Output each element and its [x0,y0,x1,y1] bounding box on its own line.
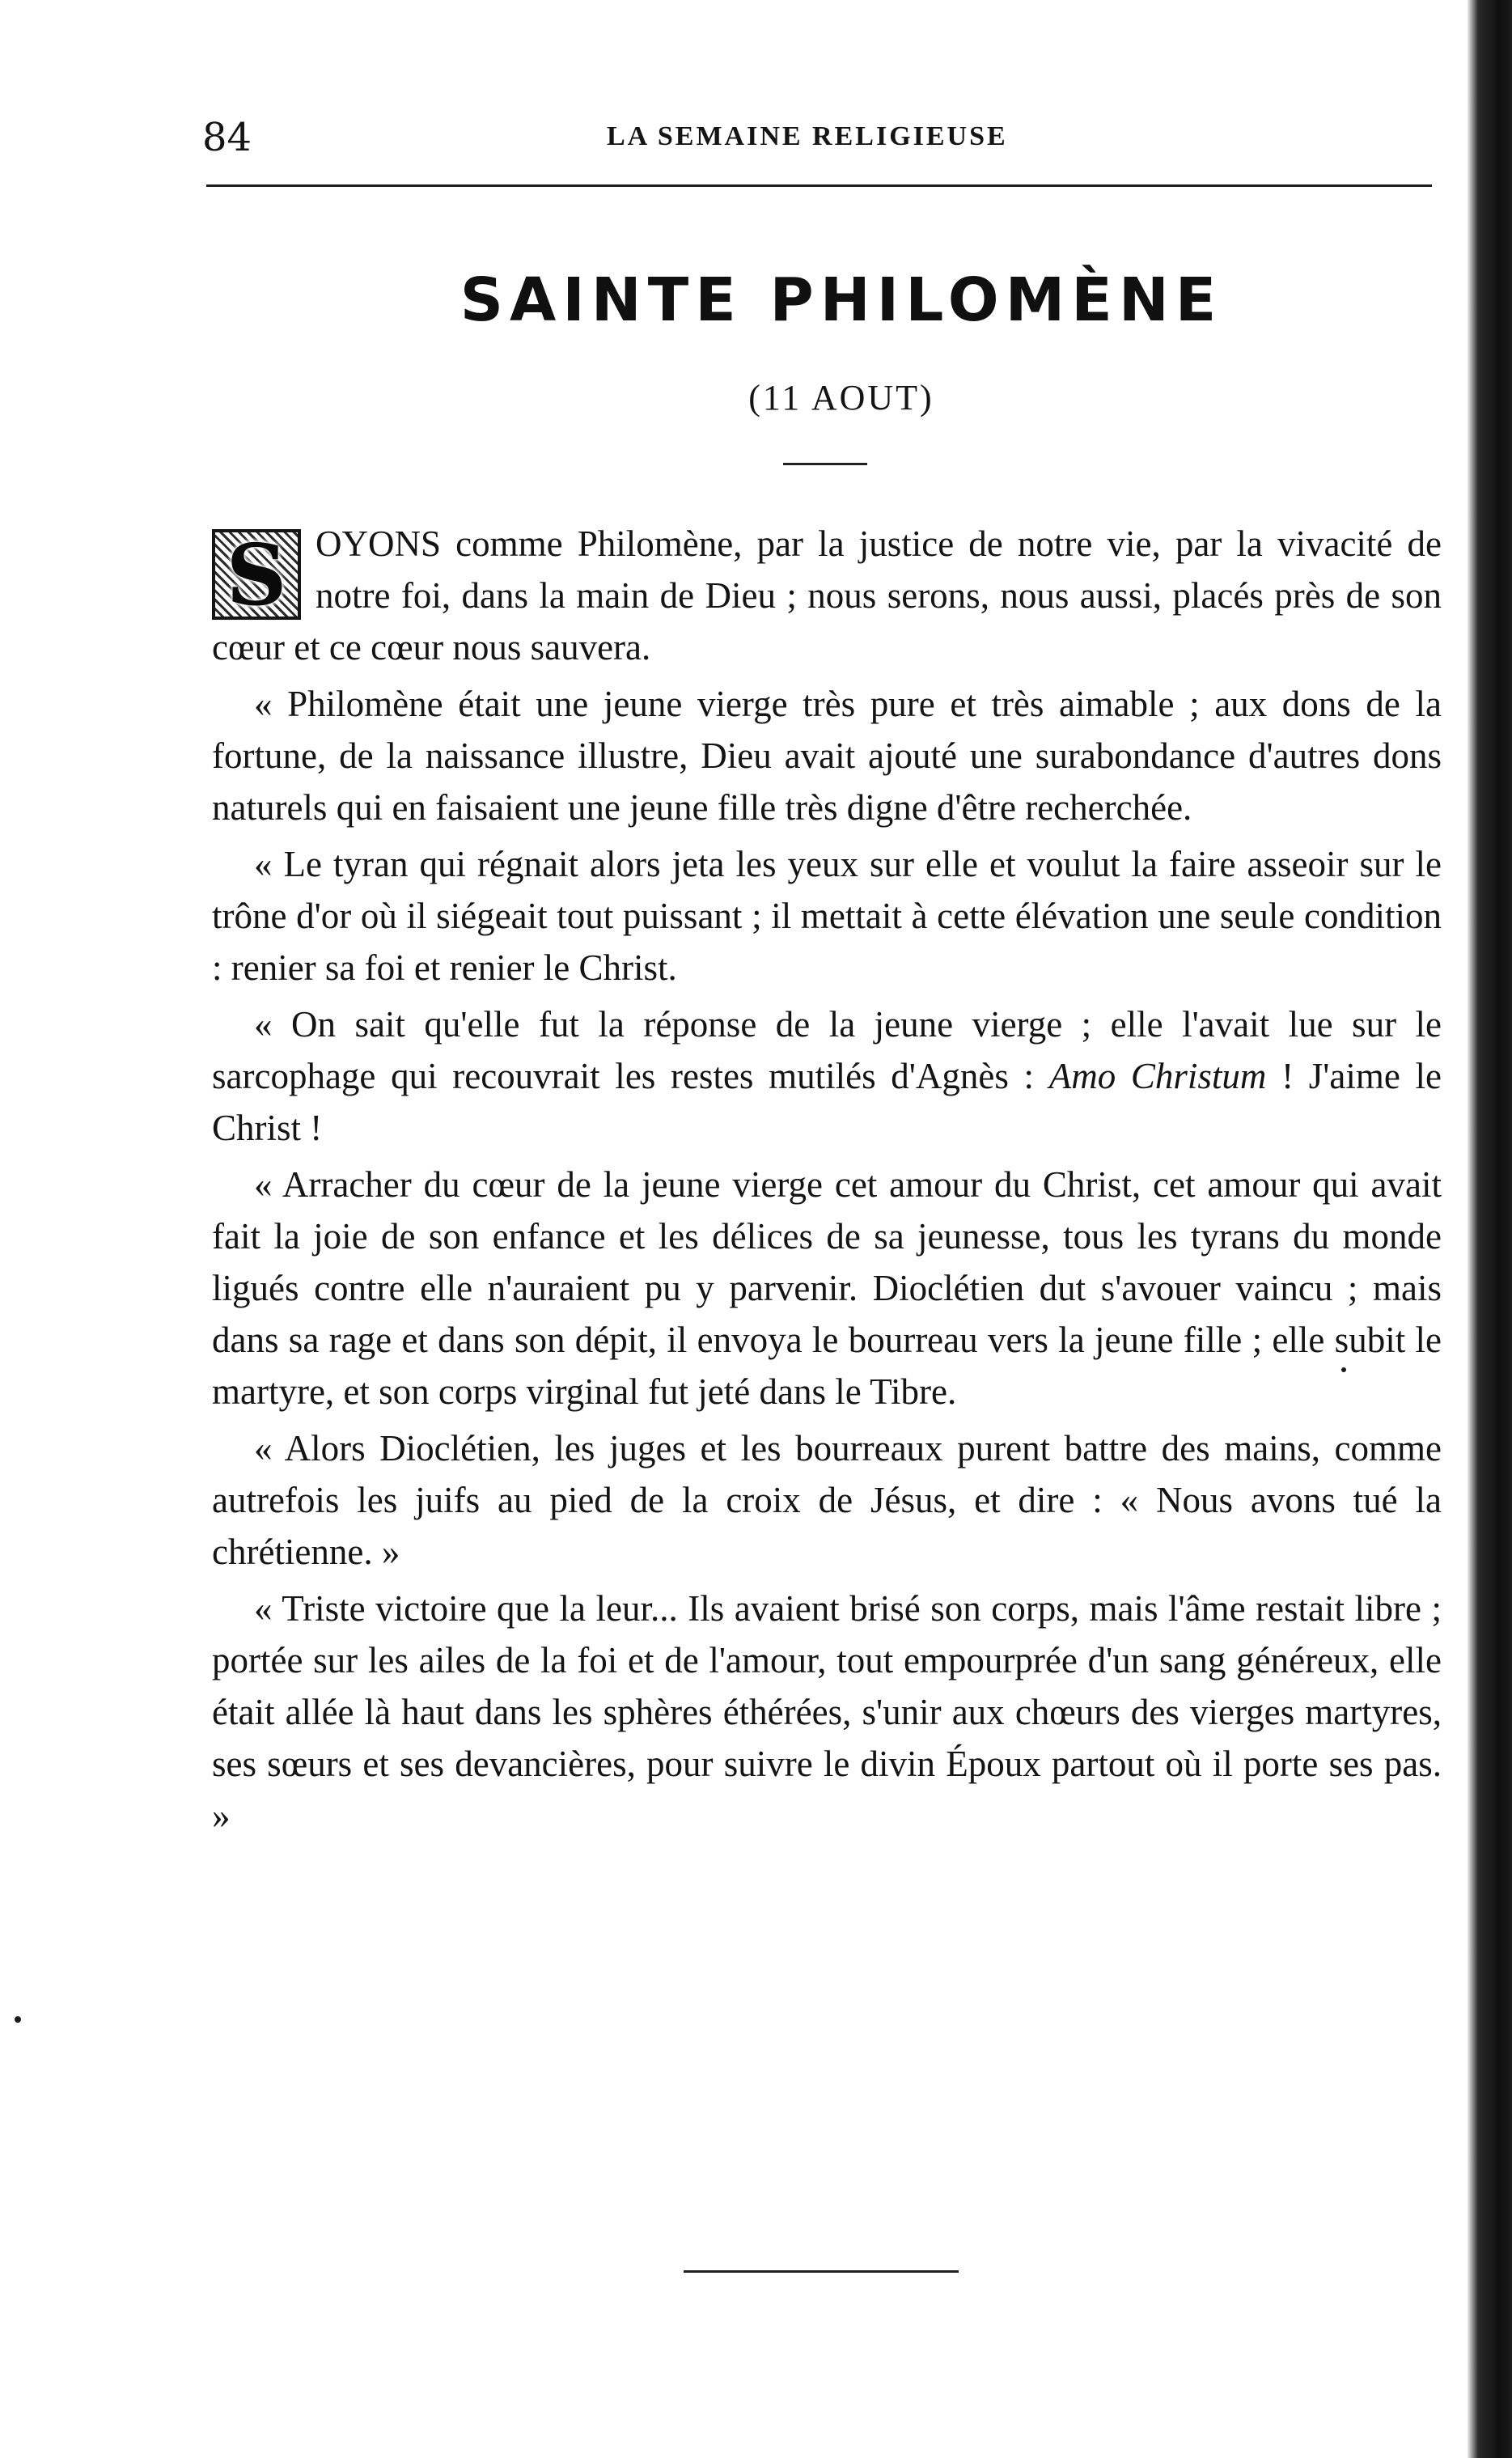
journal-title: LA SEMAINE RELIGIEUSE [607,121,1008,151]
paragraph-text: « On sait qu'elle fut la réponse de la jeune vierge ; elle l'avait lue sur le sarcophage qui recouvrait les restes mutilés d'Agnès : [212,1004,1442,1096]
stray-mark [15,2016,21,2023]
running-header [202,115,1464,163]
header-rule [206,184,1432,187]
paragraph: « Alors Dioclétien, les juges et les bourreaux purent battre des mains, comme autrefois les juifs au pied de la croix de Jésus, et dire : « Nous avons tué la chrétienne. » [212,1428,1442,1572]
binding-edge [1467,0,1512,2458]
article-title: SAINTE PHILOMÈNE [460,265,1223,335]
paragraph [212,518,1442,673]
end-rule [684,2270,959,2273]
paragraph-text: OYONS comme Philomène, par la justice de notre vie, par la vivacité de notre foi, dans la main de Dieu ; nous serons, nous aussi, placés près de son cœur et ce cœur nous sauvera. [212,523,1442,667]
paragraph: « Arracher du cœur de la jeune vierge cet amour du Christ, cet amour qui avait fait la joie de son enfance et les délices de sa jeunesse, tous les tyrans du monde ligués contre elle n'auraient pu y parvenir. Dioclétien dut s'avouer vaincu ; mais dans sa rage et dans son dépit, il envoya le bourreau vers la jeune fille ; elle subit le martyre, et son corps virginal fut jeté dans le Tibre. [212,1164,1442,1412]
paragraph: « Le tyran qui régnait alors jeta les yeux sur elle et voulut la faire asseoir sur le trône d'or où il siégeait tout puissant ; il mettait à cette élévation une seule condition : renier sa foi et renier le Christ. [212,844,1442,988]
paragraph: « Philomène était une jeune vierge très pure et très aimable ; aux dons de la fortune, de la naissance illustre, Dieu avait ajouté une surabondance d'autres dons naturels qui en faisaient une jeune fille très digne d'être recherchée. [212,684,1442,828]
drop-cap-letter: S [226,525,287,625]
drop-cap-initial [212,525,301,625]
article-body [212,518,1442,1846]
paragraph: « Triste victoire que la leur... Ils avaient brisé son corps, mais l'âme restait libre ; portée sur les ailes de la foi et de l'amour, tout empourprée d'un sang généreux, elle était allée là haut dans les sphères éthérées, s'unir aux chœurs des vierges martyres, ses sœurs et ses devancières, pour suivre le divin Époux partout où il porte ses pas. » [212,1588,1442,1836]
page-number: 84 [202,115,252,160]
paragraph-text: ! J'aime le Christ ! [212,1056,1442,1148]
paragraph [212,998,1442,1154]
latin-quote: Amo Christum [1048,1056,1267,1096]
article-date: (11 AOUT) [748,378,934,417]
title-rule [783,463,867,465]
